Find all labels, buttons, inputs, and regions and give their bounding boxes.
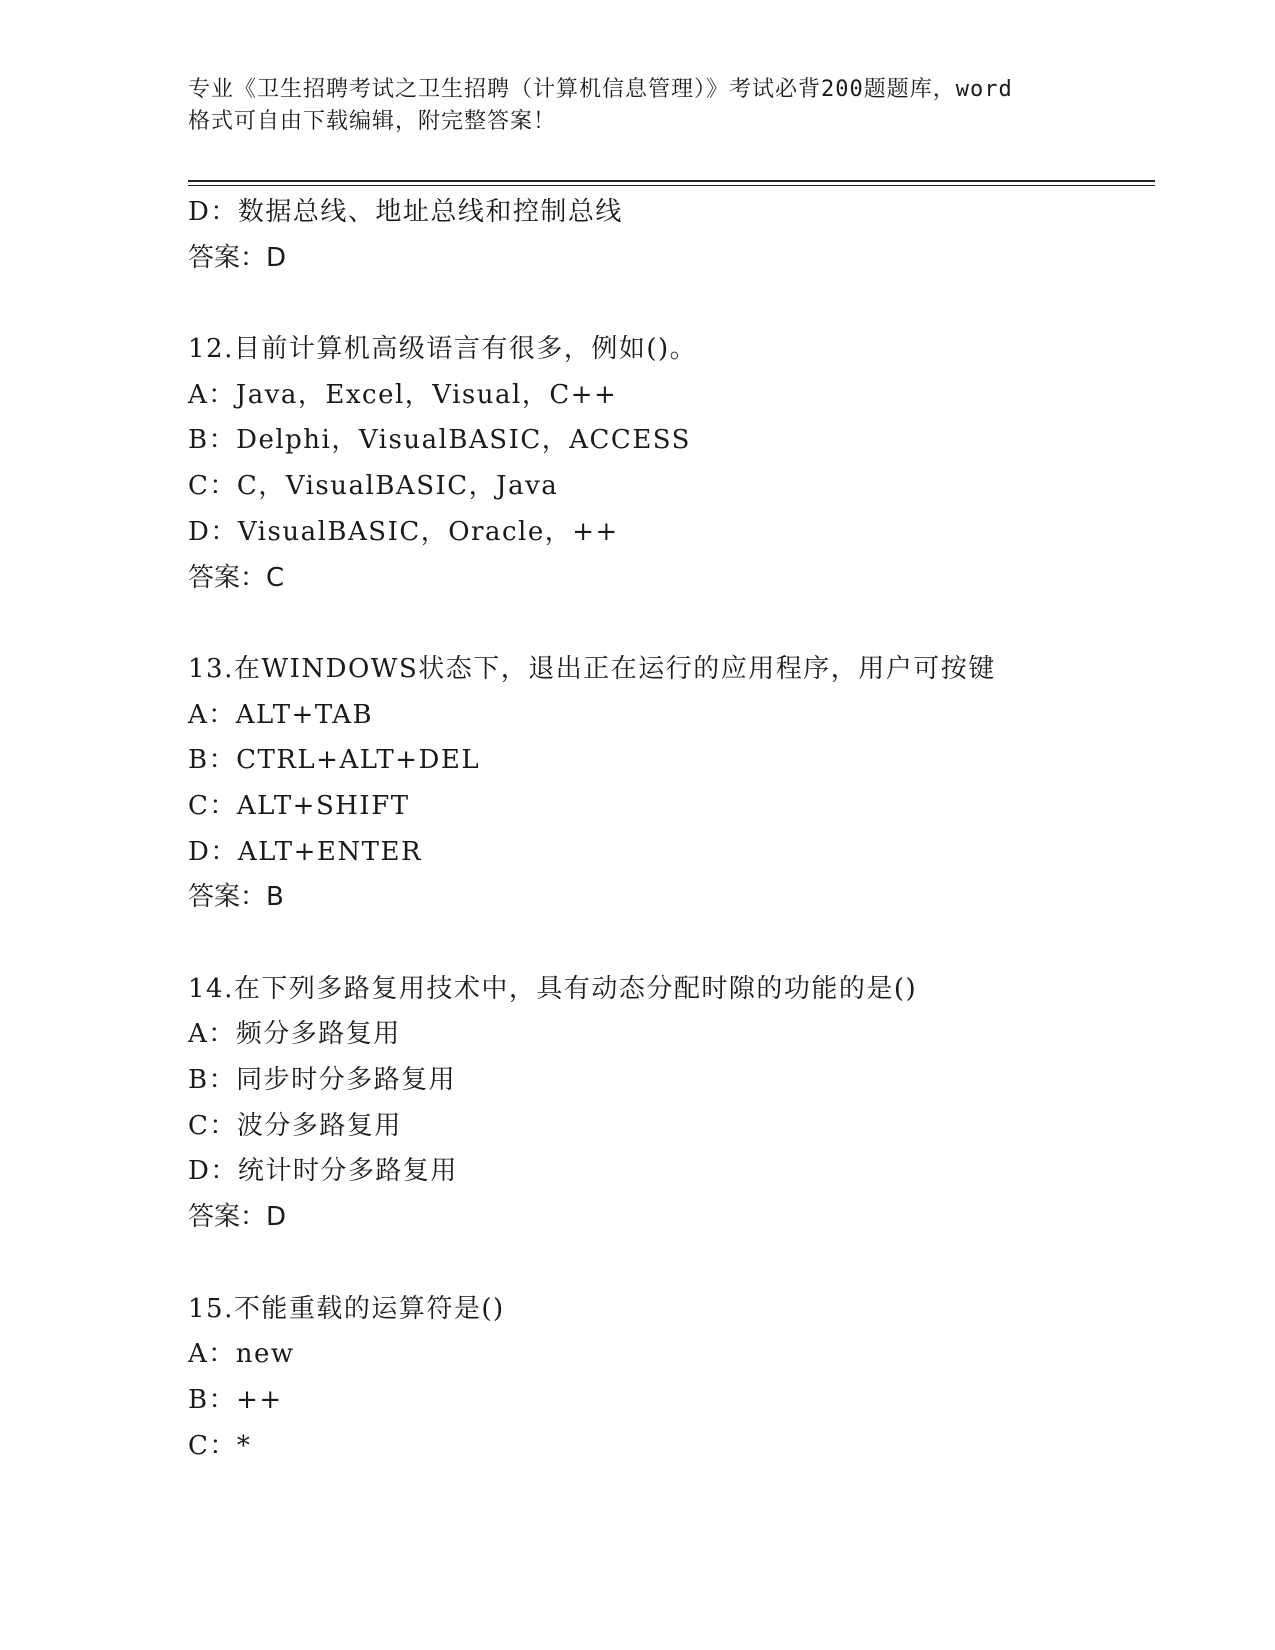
question-15 [188,1287,1148,1470]
question-14 [188,967,1148,1241]
option-c: C：ALT+SHIFT [188,790,410,821]
question-13 [188,647,1148,921]
option-b: B：同步时分多路复用 [188,1065,457,1096]
carryover-block [188,190,1148,281]
answer-line: 答案：D [188,1202,287,1233]
question-stem: 13.在WINDOWS状态下，退出正在运行的应用程序，用户可按键 [188,653,996,684]
question-12 [188,327,1148,601]
option-b: B：CTRL+ALT+DEL [188,745,481,776]
option-d: D：ALT+ENTER [188,836,423,867]
header-line-2: 格式可自由下载编辑，附完整答案！ [188,109,557,134]
option-a: A：频分多路复用 [188,1019,401,1050]
option-c: C：* [188,1430,252,1461]
header-line-1: 专业《卫生招聘考试之卫生招聘（计算机信息管理）》考试必背200题题库，word [188,77,1013,102]
header-divider-thick [188,180,1155,182]
option-a: A：Java，Excel，Visual，C++ [188,379,618,410]
option-a: A：ALT+TAB [188,699,374,730]
document-header [188,74,1088,138]
option-a: A：new [188,1339,295,1370]
answer-line: 答案：C [188,562,285,593]
answer-line: 答案：B [188,882,284,913]
option-b: B：++ [188,1384,283,1415]
option-d: D：统计时分多路复用 [188,1156,458,1187]
option-b: B：Delphi，VisualBASIC，ACCESS [188,425,691,456]
question-stem: 14.在下列多路复用技术中，具有动态分配时隙的功能的是() [188,973,918,1004]
option-c: C：波分多路复用 [188,1110,402,1141]
question-stem: 15.不能重载的运算符是() [188,1293,505,1324]
option-d: D：VisualBASIC，Oracle，++ [188,516,619,547]
question-stem: 12.目前计算机高级语言有很多，例如()。 [188,334,698,365]
answer-line: 答案：D [188,242,287,273]
question-content [188,190,1148,1469]
option-d: D：数据总线、地址总线和控制总线 [188,197,623,227]
header-divider-thin [188,185,1155,186]
option-c: C：C，VisualBASIC，Java [188,471,559,502]
